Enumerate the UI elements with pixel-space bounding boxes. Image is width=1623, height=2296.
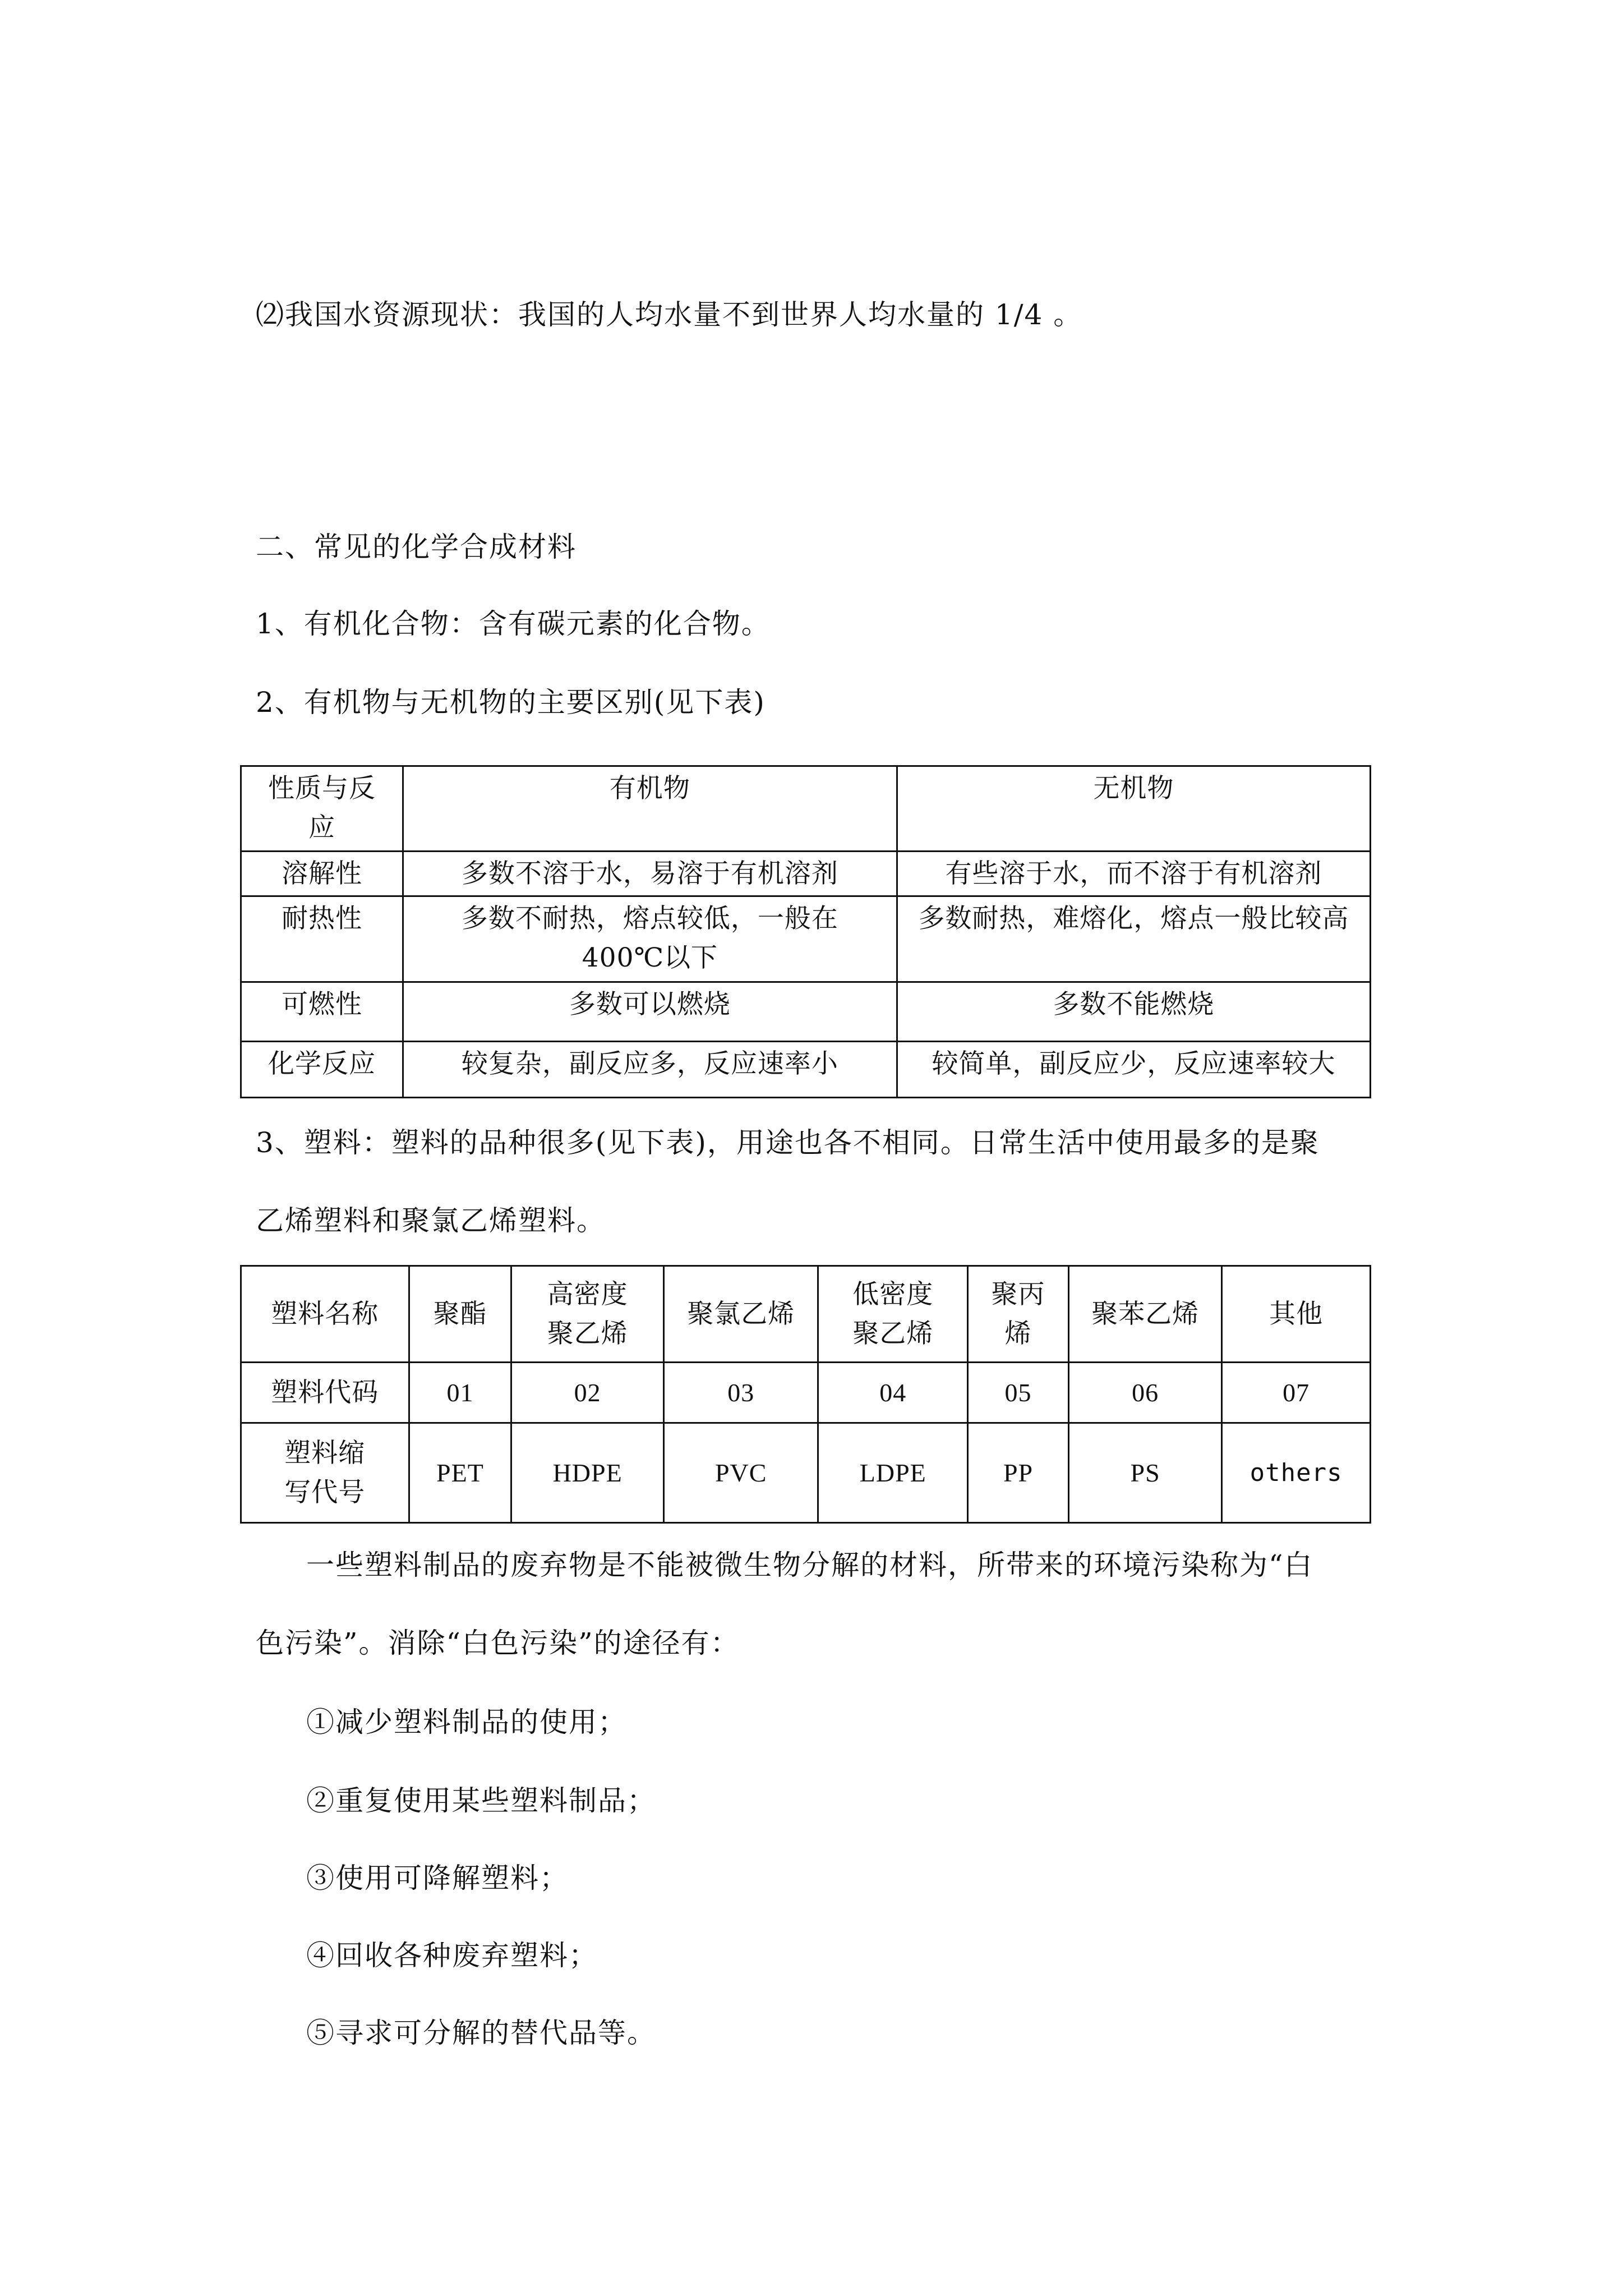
- table-cell: PP: [968, 1423, 1069, 1523]
- item-organic-compound: 1、有机化合物：含有碳元素的化合物。: [256, 608, 771, 640]
- table-cell: 较简单，副反应少，反应速率较大: [897, 1042, 1370, 1098]
- table-header-cell: 无机物: [897, 766, 1370, 852]
- table-cell: 02: [511, 1363, 664, 1423]
- table-cell: 多数不耐热，熔点较低，一般在 400℃以下: [403, 896, 897, 982]
- table-row: [241, 852, 1371, 896]
- water-resource-line: ⑵我国水资源现状：我国的人均水量不到世界人均水量的 1/4 。: [256, 298, 1083, 331]
- table-cell: 溶解性: [241, 852, 403, 896]
- section-title: 二、常见的化学合成材料: [256, 531, 577, 563]
- table-row: [241, 1423, 1371, 1523]
- table-cell: 04: [818, 1363, 968, 1423]
- measure-item: ④回收各种废弃塑料；: [306, 1939, 598, 1972]
- table-row: [241, 1363, 1371, 1423]
- table-cell: 多数不能燃烧: [897, 982, 1370, 1042]
- table-cell: 化学反应: [241, 1042, 403, 1098]
- white-pollution-line2: 色污染”。消除“白色污染”的途径有：: [256, 1627, 740, 1659]
- table-row: [241, 982, 1371, 1042]
- table-cell: 聚酯: [409, 1266, 511, 1363]
- item-difference-intro: 2、有机物与无机物的主要区别(见下表): [256, 686, 766, 719]
- table-cell: 01: [409, 1363, 511, 1423]
- table-header-cell: 有机物: [403, 766, 897, 852]
- table-cell: 07: [1222, 1363, 1371, 1423]
- table-cell: 多数可以燃烧: [403, 982, 897, 1042]
- table-cell: 高密度聚乙烯: [511, 1266, 664, 1363]
- table-cell: 聚丙烯: [968, 1266, 1069, 1363]
- plastics-code-table: [240, 1265, 1371, 1524]
- measure-item: ⑤寻求可分解的替代品等。: [306, 2017, 656, 2049]
- table-cell: 多数耐热，难熔化，熔点一般比较高: [897, 896, 1370, 982]
- table-cell: 聚氯乙烯: [664, 1266, 818, 1363]
- table-cell: 其他: [1222, 1266, 1371, 1363]
- table-cell: 05: [968, 1363, 1069, 1423]
- table-cell: 多数不溶于水，易溶于有机溶剂: [403, 852, 897, 896]
- table-cell: 06: [1068, 1363, 1221, 1423]
- measure-item: ①减少塑料制品的使用；: [306, 1706, 627, 1738]
- item-plastics-line2: 乙烯塑料和聚氯乙烯塑料。: [256, 1204, 606, 1237]
- table-cell: others: [1222, 1423, 1371, 1523]
- item-plastics-line1: 3、塑料：塑料的品种很多(见下表)，用途也各不相同。日常生活中使用最多的是聚: [256, 1126, 1320, 1159]
- table-cell: 塑料代码: [241, 1363, 409, 1423]
- organic-inorganic-table: [240, 765, 1371, 1098]
- white-pollution-line1: 一些塑料制品的废弃物是不能被微生物分解的材料，所带来的环境污染称为“白: [306, 1549, 1313, 1581]
- table-cell: 塑料缩写代号: [241, 1423, 409, 1523]
- table-cell: LDPE: [818, 1423, 968, 1523]
- table-header-row: [241, 766, 1371, 852]
- table-row: [241, 1266, 1371, 1363]
- table-cell: 较复杂，副反应多，反应速率小: [403, 1042, 897, 1098]
- table-cell: HDPE: [511, 1423, 664, 1523]
- table-cell: 可燃性: [241, 982, 403, 1042]
- table-cell: PET: [409, 1423, 511, 1523]
- table-cell: 低密度聚乙烯: [818, 1266, 968, 1363]
- table-cell: 塑料名称: [241, 1266, 409, 1363]
- table-cell: PS: [1068, 1423, 1221, 1523]
- table-cell: PVC: [664, 1423, 818, 1523]
- table-cell: 03: [664, 1363, 818, 1423]
- table-cell: 耐热性: [241, 896, 403, 982]
- measure-item: ③使用可降解塑料；: [306, 1862, 569, 1894]
- table-row: [241, 896, 1371, 982]
- measure-item: ②重复使用某些塑料制品；: [306, 1784, 656, 1817]
- table-row: [241, 1042, 1371, 1098]
- table-header-cell: 性质与反应: [241, 766, 403, 852]
- table-cell: 聚苯乙烯: [1068, 1266, 1221, 1363]
- table-cell: 有些溶于水，而不溶于有机溶剂: [897, 852, 1370, 896]
